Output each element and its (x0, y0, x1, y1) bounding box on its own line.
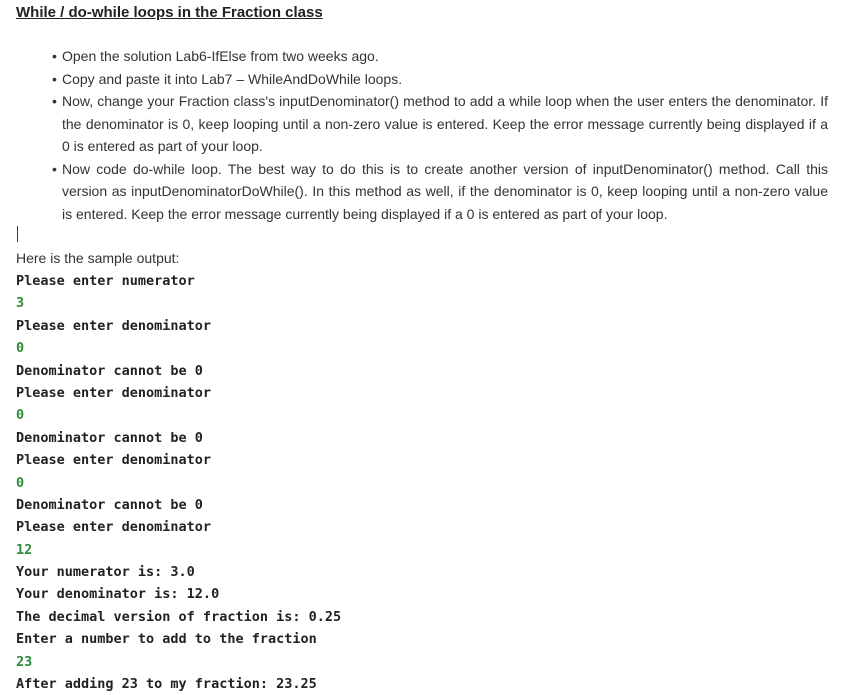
console-line: Please enter denominator (16, 519, 212, 536)
console-line: Enter a number to add to the fraction (16, 631, 317, 648)
sample-output-console (16, 270, 341, 695)
console-line: Your numerator is: 3.0 (16, 564, 195, 581)
console-line: 0 (16, 407, 25, 424)
instruction-item: • Now, change your Fraction class's inputDenominator() method to add a while loop when the user enters the denominator. If the denominator is 0, keep looping until a non-zero value is entered. Keep the error message currently being displayed if a 0 is entered as part of your loop. (52, 90, 828, 158)
instruction-item: • Copy and paste it into Lab7 – WhileAndDoWhile loops. (52, 68, 828, 91)
console-line: After adding 23 to my fraction: 23.25 (16, 676, 317, 693)
console-line: Denominator cannot be 0 (16, 362, 203, 379)
instruction-list (52, 45, 828, 225)
instruction-item: • Now code do-while loop. The best way to do this is to create another version of inputDenominator() method. Call this version as inputDenominatorDoWhile(). In this method as well, if the denominator is 0, keep looping until a non-zero value is entered. Keep the error message currently being displayed if a 0 is entered as part of your loop. (52, 158, 828, 226)
console-line: 0 (16, 474, 25, 491)
console-line: Denominator cannot be 0 (16, 496, 203, 513)
console-line: Please enter denominator (16, 452, 212, 469)
text-cursor (17, 226, 18, 242)
console-line: Please enter numerator (16, 273, 195, 289)
console-line: Your denominator is: 12.0 (16, 586, 220, 603)
console-line: Please enter denominator (16, 317, 212, 334)
console-line: 12 (16, 541, 33, 558)
console-line: The decimal version of fraction is: 0.25 (16, 608, 342, 625)
instruction-item: • Open the solution Lab6-IfElse from two weeks ago. (52, 45, 828, 68)
console-line: 3 (16, 295, 25, 312)
console-line: Please enter denominator (16, 384, 212, 401)
page-title: While / do-while loops in the Fraction class (16, 4, 323, 21)
console-line: 23 (16, 653, 33, 670)
sample-output-intro: Here is the sample output: (16, 250, 180, 266)
console-line: 0 (16, 340, 25, 357)
console-line: Denominator cannot be 0 (16, 429, 203, 446)
